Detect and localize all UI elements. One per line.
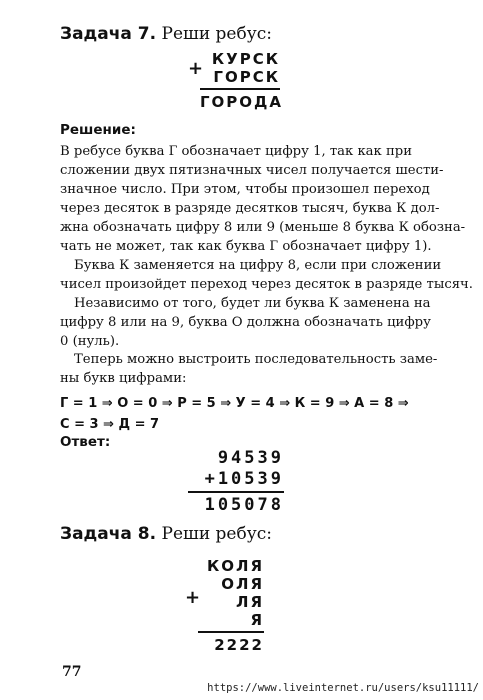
- text-line: значное число. При этом, чтобы произошел переход: [60, 182, 430, 197]
- task8-plus-sign: +: [185, 587, 201, 608]
- addend-row: +10539: [204, 469, 284, 489]
- addend-row: 94539: [204, 448, 284, 468]
- text-line: чисел произойдет переход через десяток в разряде тысяч.: [60, 277, 473, 292]
- sum-line: [198, 631, 264, 633]
- watermark-url: https://www.liveinternet.ru/users/ksu11111/: [207, 682, 479, 694]
- task8-label: Задача 8.: [60, 524, 157, 544]
- solution-paragraph-4: [60, 350, 440, 388]
- sequence-line-1: Г = 1 ⇒ О = 0 ⇒ Р = 5 ⇒ У = 4 ⇒ К = 9 ⇒ А = 8 ⇒: [60, 396, 409, 411]
- sum-line: [188, 491, 284, 493]
- rebus-result: ГОРОДА: [200, 93, 284, 111]
- text-line: Теперь можно выстроить последовательность заме-: [74, 352, 438, 367]
- solution-paragraph-3: [60, 294, 440, 351]
- text-line: 0 (нуль).: [60, 334, 120, 349]
- rebus-result: 2222: [214, 636, 264, 654]
- text-line: цифру 8 или на 9, буква О должна обозначать цифру: [60, 315, 431, 330]
- task8-text: Реши ребус:: [156, 524, 272, 544]
- text-line: жна обозначать цифру 8 или 9 (меньше 8 буква К обозна-: [60, 220, 466, 235]
- text-line: чать не может, так как буква Г обозначает цифру 1).: [60, 239, 432, 254]
- solution-paragraph-1: [60, 142, 466, 256]
- sum-result: 105078: [204, 495, 284, 515]
- task8-rebus: [198, 557, 264, 654]
- sum-line: [200, 88, 280, 90]
- rebus-row: ОЛЯ: [221, 575, 264, 593]
- rebus-row: Я: [250, 611, 264, 629]
- text-line: Буква К заменяется на цифру 8, если при сложении: [74, 258, 442, 273]
- page-number: 77: [62, 664, 82, 680]
- task7-plus-sign: +: [188, 58, 204, 79]
- task7-title: [60, 24, 272, 44]
- task7-label: Задача 7.: [60, 24, 157, 44]
- rebus-row: ГОРСК: [213, 68, 280, 86]
- rebus-row: КУРСК: [211, 50, 280, 68]
- text-line: ны букв цифрами:: [60, 371, 187, 386]
- text-line: через десяток в разряде десятков тысяч, буква К дол-: [60, 201, 440, 216]
- sequence-line-2: С = 3 ⇒ Д = 7: [60, 417, 160, 432]
- task8-title: [60, 524, 272, 544]
- answer-heading: Ответ:: [60, 434, 111, 450]
- text-line: Независимо от того, будет ли буква К заменена на: [74, 296, 431, 311]
- solution-paragraph-2: [60, 256, 473, 294]
- rebus-row: КОЛЯ: [206, 557, 264, 575]
- task7-text: Реши ребус:: [156, 24, 272, 44]
- solution-heading: Решение:: [60, 122, 136, 138]
- task7-rebus: [200, 50, 284, 111]
- text-line: сложении двух пятизначных чисел получается шести-: [60, 163, 444, 178]
- substitution-sequence: [60, 393, 409, 435]
- rebus-row: ЛЯ: [235, 593, 264, 611]
- answer-calculation: [188, 448, 284, 516]
- text-line: В ребусе буква Г обозначает цифру 1, так как при: [60, 144, 412, 159]
